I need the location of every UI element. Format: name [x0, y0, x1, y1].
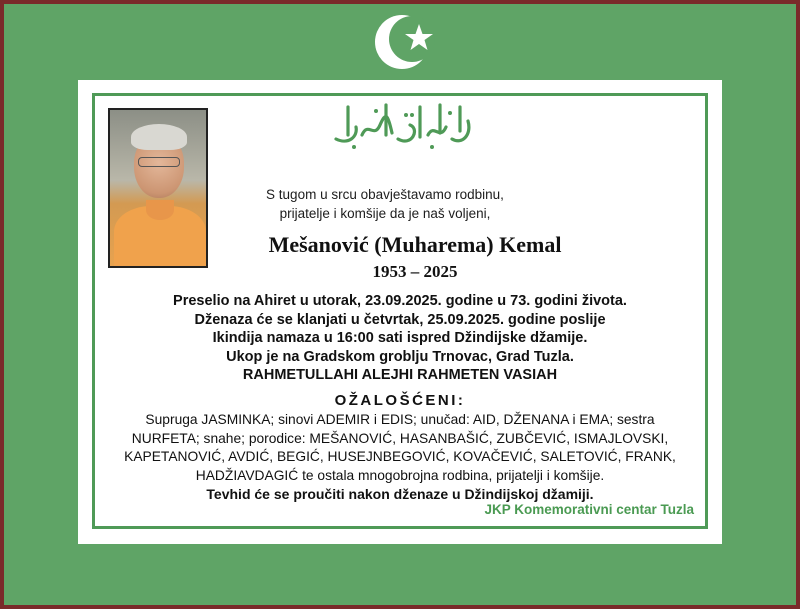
- detail-line: Ikindija namaza u 16:00 sati ispred Džindijske džamije.: [212, 330, 588, 346]
- tevhid-notice: Tevhid će se proučiti nakon dženaze u Džindijskoj džamiji.: [206, 486, 594, 502]
- mourners-line: KAPETANOVIĆ, AVDIĆ, BEGIĆ, HUSEJNBEGOVIĆ, KOVAČEVIĆ, SALETOVIĆ, FRANK,: [124, 449, 676, 464]
- deceased-photo: [108, 108, 208, 268]
- mourners-title: OŽALOŠĆENI:: [334, 392, 466, 409]
- detail-line: Dženaza će se klanjati u četvrtak, 25.09.2025. godine poslije: [194, 311, 606, 328]
- intro-text: [230, 185, 540, 223]
- mourners-line: HADŽIAVDAGIĆ te ostala mnogobrojna rodbina, prijatelji i komšije.: [195, 467, 605, 483]
- prayer-line: RAHMETULLAHI ALEJHI RAHMETEN VASIAH: [242, 367, 558, 383]
- detail-line: Ukop je na Gradskom groblju Trnovac, Grad Tuzla.: [226, 348, 574, 365]
- publisher-credit: JKP Komemorativni centar Tuzla: [484, 502, 694, 517]
- mourners-line: NURFETA; snahe; porodice: MEŠANOVIĆ, HASANBAŠIĆ, ZUBČEVIĆ, ISMAJLOVSKI,: [131, 430, 669, 446]
- mourners-line: Supruga JASMINKA; sinovi ADEMIR i EDIS; unučad: AID, DŽENANA i EMA; sestra: [145, 412, 655, 427]
- deceased-name: Mešanović (Muharema) Kemal: [268, 232, 562, 257]
- funeral-details: [96, 292, 704, 385]
- crescent-star-icon: [372, 10, 440, 74]
- detail-line: Preselio na Ahiret u utorak, 23.09.2025. godine u 73. godini života.: [173, 293, 627, 309]
- arabic-calligraphy: [328, 95, 478, 155]
- intro-line: prijatelje i komšije da je naš voljeni,: [279, 206, 491, 221]
- mourners-list: [96, 411, 704, 485]
- deceased-years: 1953 – 2025: [372, 262, 458, 281]
- svg-text:إنا لله وإنا إليه راجعون: إنا لله وإنا إليه راجعون: [328, 95, 338, 96]
- intro-line: S tugom u srcu obavještavamo rodbinu,: [266, 187, 504, 202]
